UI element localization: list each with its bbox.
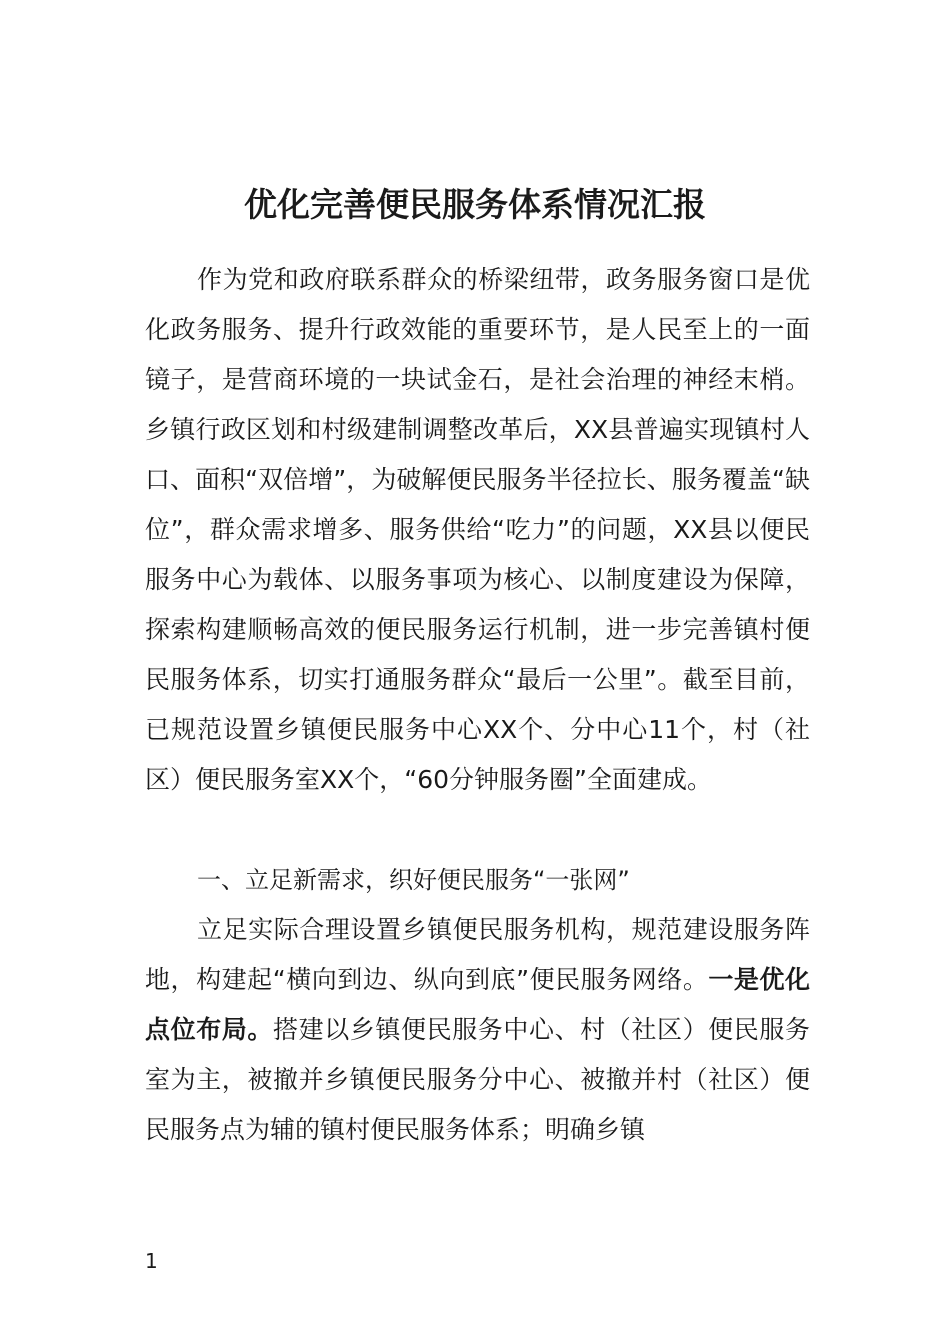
- document-title: 优化完善便民服务体系情况汇报: [244, 185, 706, 224]
- paragraph-lead-text: 立足实际合理设置乡镇便民服务机构，规范建设服务阵地，构建起“横向到边、纵向到底”便民服务网络。: [145, 915, 810, 994]
- paragraph-bold-point: 一是优化点位布局。: [145, 965, 810, 1044]
- body-paragraph-section-1: [145, 905, 810, 1155]
- paragraph-rest-text: 搭建以乡镇便民服务中心、村（社区）便民服务室为主，被撤并乡镇便民服务分中心、被撤并村（社区）便民服务点为辅的镇村便民服务体系；明确乡镇: [145, 1015, 810, 1144]
- body-paragraph-intro: 作为党和政府联系群众的桥梁纽带，政务服务窗口是优化政务服务、提升行政效能的重要环节，是人民至上的一面镜子，是营商环境的一块试金石，是社会治理的神经末梢。乡镇行政区划和村级建制调整改革后，XX县普遍实现镇村人口、面积“双倍增”，为破解便民服务半径拉长、服务覆盖“缺位”，群众需求增多、服务供给“吃力”的问题，XX县以便民服务中心为载体、以服务事项为核心、以制度建设为保障，探索构建顺畅高效的便民服务运行机制，进一步完善镇村便民服务体系，切实打通服务群众“最后一公里”。截至目前，已规范设置乡镇便民服务中心XX个、分中心11个，村（社区）便民服务室XX个，“60分钟服务圈”全面建成。: [145, 265, 810, 794]
- section-heading-1: 一、立足新需求，织好便民服务“一张网”: [197, 866, 630, 894]
- page-number: 1: [145, 1249, 158, 1273]
